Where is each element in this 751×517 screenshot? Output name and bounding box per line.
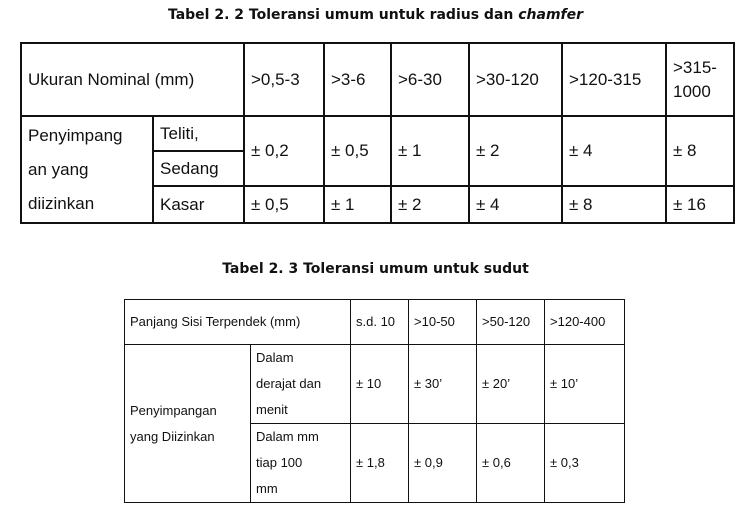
table-cell: ± 8 — [562, 186, 666, 223]
header-col: >10-50 — [409, 300, 477, 345]
table-cell: ± 4 — [562, 116, 666, 186]
header-col-line: >315- — [673, 57, 717, 77]
table-cell: ± 8 — [666, 116, 734, 186]
row-label-line: Dalam mm — [256, 429, 319, 444]
table-cell: ± 2 — [391, 186, 469, 223]
header-col: >6-30 — [391, 43, 469, 116]
caption-text: Tabel 2. 2 Toleransi umum untuk radius dan — [167, 7, 514, 23]
table-cell: ± 0,6 — [477, 424, 545, 503]
row-group-line: an yang — [28, 159, 89, 179]
caption-italic: chamfer — [518, 7, 584, 23]
table-cell: ± 0,9 — [409, 424, 477, 503]
table-header-row — [125, 300, 625, 345]
angle-tolerance-table — [124, 299, 625, 503]
table-cell: ± 16 — [666, 186, 734, 223]
header-col: >30-120 — [469, 43, 562, 116]
row-label: Kasar — [153, 186, 244, 223]
row-label — [251, 345, 351, 424]
row-group-line: Penyimpang — [28, 125, 123, 145]
row-label — [251, 424, 351, 503]
header-col: >120-400 — [545, 300, 625, 345]
header-col: s.d. 10 — [351, 300, 409, 345]
row-label: Sedang — [153, 151, 244, 186]
header-col: >120-315 — [562, 43, 666, 116]
row-label-line: mm — [256, 481, 278, 496]
row-label-line: derajat dan — [256, 376, 322, 391]
table-cell: ± 0,3 — [545, 424, 625, 503]
table-2-2-caption — [0, 7, 751, 23]
row-group-label — [21, 116, 153, 223]
header-col: >3-6 — [324, 43, 391, 116]
row-group-line: diizinkan — [28, 193, 95, 213]
header-col-line: 1000 — [673, 81, 711, 101]
header-nominal-size: Ukuran Nominal (mm) — [21, 43, 244, 116]
table-cell: ± 1,8 — [351, 424, 409, 503]
row-label: Teliti, — [153, 116, 244, 151]
row-group-line: yang Diizinkan — [130, 428, 215, 444]
row-label-line: tiap 100 — [256, 455, 303, 470]
row-label-line: Dalam — [256, 350, 294, 365]
table-row — [125, 345, 625, 424]
table-row — [21, 116, 734, 151]
table-cell: ± 1 — [391, 116, 469, 186]
row-label-line: menit — [256, 402, 288, 417]
table-header-row — [21, 43, 734, 116]
header-shortest-side: Panjang Sisi Terpendek (mm) — [125, 300, 351, 345]
header-col: >50-120 — [477, 300, 545, 345]
radius-chamfer-tolerance-table — [20, 42, 735, 224]
table-2-3-caption: Tabel 2. 3 Toleransi umum untuk sudut — [222, 261, 529, 277]
table-cell: ± 20’ — [477, 345, 545, 424]
row-group-line: Penyimpangan — [130, 402, 217, 418]
row-group-label — [125, 345, 251, 503]
table-cell: ± 0,2 — [244, 116, 324, 186]
table-cell: ± 10’ — [545, 345, 625, 424]
header-col — [666, 43, 734, 116]
table-cell: ± 4 — [469, 186, 562, 223]
table-cell: ± 0,5 — [324, 116, 391, 186]
table-cell: ± 1 — [324, 186, 391, 223]
table-cell: ± 10 — [351, 345, 409, 424]
header-col: >0,5-3 — [244, 43, 324, 116]
table-cell: ± 0,5 — [244, 186, 324, 223]
table-cell: ± 2 — [469, 116, 562, 186]
table-cell: ± 30’ — [409, 345, 477, 424]
